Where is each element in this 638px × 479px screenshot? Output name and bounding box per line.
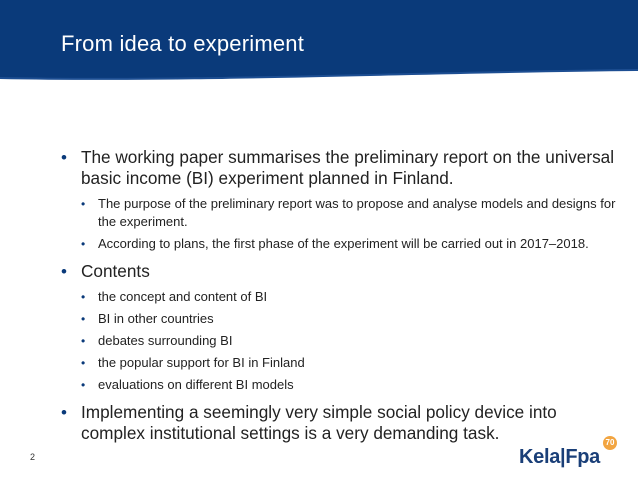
sub-bullet-item: • evaluations on different BI models xyxy=(81,376,619,394)
page-number: 2 xyxy=(30,452,36,462)
sub-bullet-item: • The purpose of the preliminary report was to propose and analyse models and designs for the experiment. xyxy=(81,195,619,231)
bullet-list xyxy=(59,147,619,450)
sub-bullet-item: • According to plans, the first phase of the experiment will be carried out in 2017–2018. xyxy=(81,235,619,253)
slide-title: From idea to experiment xyxy=(61,31,305,56)
bullet-item: • Implementing a seemingly very simple social policy device into complex institutional settings is a very demanding task. xyxy=(59,402,619,444)
bullet-item: • Contents xyxy=(59,261,619,282)
bullet-item: • The working paper summarises the preliminary report on the universal basic income (BI) experiment planned in Finland. xyxy=(59,147,619,189)
kela-fpa-logo xyxy=(519,438,619,472)
sub-bullet-item: • debates surrounding BI xyxy=(81,332,619,350)
logo-text: Kela|Fpa xyxy=(519,446,600,468)
sub-bullet-item: • BI in other countries xyxy=(81,310,619,328)
anniversary-badge-icon: 70 xyxy=(603,436,617,450)
header-banner xyxy=(0,0,638,98)
sub-bullet-item: • the popular support for BI in Finland xyxy=(81,354,619,372)
sub-bullet-item: • the concept and content of BI xyxy=(81,288,619,306)
